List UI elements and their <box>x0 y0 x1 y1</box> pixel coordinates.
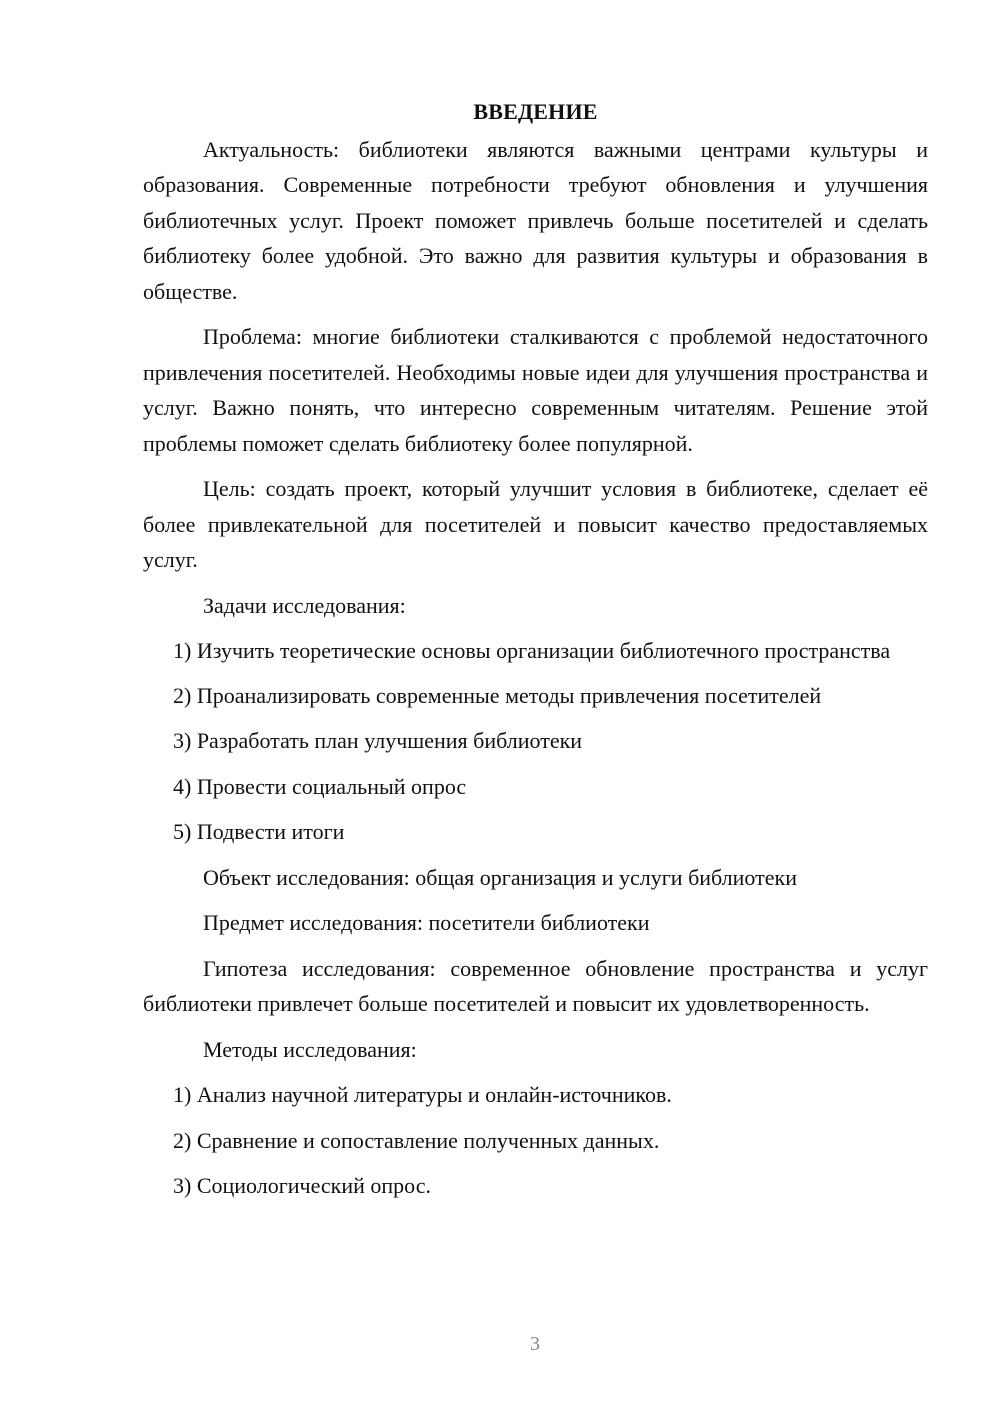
hypothesis-paragraph: Гипотеза исследования: современное обновление пространства и услуг библиотеки привлечет больше посетителей и повысит их удовлетворенность. <box>143 955 928 1016</box>
goal-paragraph: Цель: создать проект, который улучшит условия в библиотеке, сделает её более привлекательной для посетителей и повысит качество предоставляемых услуг. <box>143 476 928 572</box>
method-item: 2) Сравнение и сопоставление полученных данных. <box>173 1127 660 1153</box>
method-item: 1) Анализ научной литературы и онлайн-источников. <box>173 1082 672 1107</box>
method-item: 3) Социологический опрос. <box>173 1173 431 1198</box>
object-paragraph: Объект исследования: общая организация и услуги библиотеки <box>203 864 797 890</box>
task-item: 2) Проанализировать современные методы привлечения посетителей <box>173 682 822 708</box>
page-title: ВВЕДЕНИЕ <box>473 99 598 124</box>
methods-heading: Методы исследования: <box>203 1036 417 1062</box>
task-item: 5) Подвести итоги <box>173 819 345 844</box>
tasks-heading: Задачи исследования: <box>203 592 406 618</box>
task-item: 1) Изучить теоретические основы организации библиотечного пространства <box>173 638 891 663</box>
task-item: 3) Разработать план улучшения библиотеки <box>173 728 583 753</box>
subject-paragraph: Предмет исследования: посетители библиотеки <box>203 910 650 935</box>
relevance-paragraph: Актуальность: библиотеки являются важными центрами культуры и образования. Современные потребности требуют обновления и улучшения библиотечных услуг. Проект поможет привлечь больше посетителей и сделать библиотеку более удобной. Это важно для развития культуры и образования в обществе. <box>143 136 928 304</box>
document-body <box>143 94 928 1214</box>
problem-paragraph: Проблема: многие библиотеки сталкиваются с проблемой недостаточного привлечения посетителей. Необходимы новые идеи для улучшения пространства и услуг. Важно понять, что интересно современным читателям. Решение этой проблемы поможет сделать библиотеку более популярной. <box>143 324 928 456</box>
task-item: 4) Провести социальный опрос <box>173 773 467 799</box>
page-number: 3 <box>530 1333 540 1355</box>
